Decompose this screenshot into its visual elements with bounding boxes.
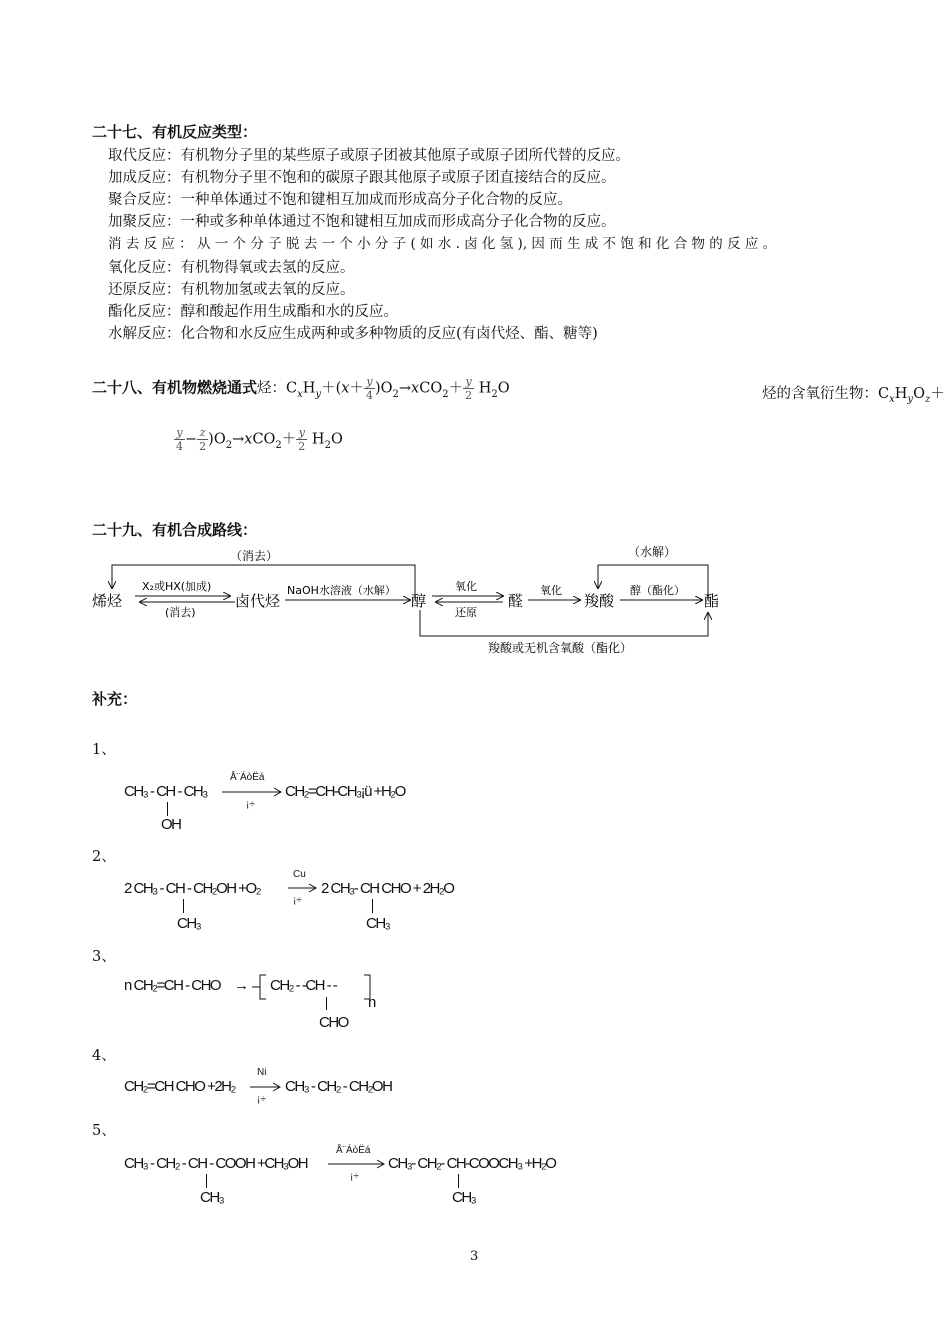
node-carboxylic-acid: 羧酸 xyxy=(584,592,615,610)
section-29-title: 二十九、有机合成路线： xyxy=(92,521,258,539)
reaction-1-arrow xyxy=(222,787,284,797)
reaction-1-branch: OH xyxy=(161,816,181,833)
fraction-y-4: $\frac{y}{4}$ xyxy=(365,375,373,402)
node-haloalkane: 卤代烃 xyxy=(235,592,281,610)
reaction-2-arrow xyxy=(288,883,318,893)
label-elim: (消去) xyxy=(165,606,196,619)
reaction-2-condition-top: Cu xyxy=(293,869,306,880)
reaction-5-number: 5、 xyxy=(92,1123,116,1139)
section-28-title: 二十八、有机物燃烧通式 xyxy=(92,378,258,397)
reaction-type-addition-polymerization: 加聚反应：一种或多种单体通过不饱和键相互加成而形成高分子化合物的反应。 xyxy=(108,214,616,230)
supplement-title: 补充： xyxy=(92,690,138,708)
label-naoh: NaOH水溶液（水解） xyxy=(287,584,396,597)
reaction-5-reactant: CH₃ - CH₂ - CH - COOH +CH₃OH xyxy=(124,1155,308,1172)
label-hydrolysis: （水解） xyxy=(628,545,677,559)
reaction-5-branch2: CH₃ xyxy=(452,1189,476,1206)
reaction-4-reactant: CH₂=CH CHO +2H₂ xyxy=(124,1078,235,1095)
reaction-2-bond1 xyxy=(183,899,184,913)
reaction-4-arrow xyxy=(250,1082,282,1092)
node-aldehyde: 醛 xyxy=(508,592,524,610)
reaction-5-branch1: CH₃ xyxy=(200,1189,224,1206)
reaction-type-polymerization: 聚合反应：一种单体通过不饱和键相互加成而形成高分子化合物的反应。 xyxy=(108,192,572,208)
node-alcohol: 醇 xyxy=(411,592,427,610)
reaction-5-arrow xyxy=(328,1159,386,1169)
reaction-5-condition-top: Å¨ÁòËá xyxy=(336,1145,371,1156)
reaction-type-elimination: 消 去 反 应 ： 从 一 个 分 子 脱 去 一 个 小 分 子 ( 如 水 . 卤 化 氢 ), 因 而 生 成 不 饱 和 化 合 物 的 反 应 。 xyxy=(108,236,777,252)
section-27-title: 二十七、有机反应类型： xyxy=(92,123,258,141)
label-reduce: 还原 xyxy=(455,606,477,619)
reaction-3-polymer-unit: CH₂ - -CH - - xyxy=(270,977,337,994)
reaction-1-condition-top: Å¨ÁòËá xyxy=(230,772,265,783)
label-bottom: 羧酸或无机含氧酸（酯化） xyxy=(488,641,633,655)
reaction-1-reactant: CH₃ - CH - CH₃ xyxy=(124,783,207,800)
reaction-3-arrow: → xyxy=(234,977,248,994)
reaction-3-degree: n xyxy=(368,994,375,1011)
reaction-2-condition-bottom: ¡÷ xyxy=(293,895,302,906)
reaction-5-product: CH₃- CH₂- CH-COOCH₃ +H₂O xyxy=(388,1155,556,1172)
reaction-4-condition-top: Ni xyxy=(257,1067,267,1078)
node-alkene: 烯烃 xyxy=(92,592,123,610)
reaction-3-bond xyxy=(326,997,327,1010)
reaction-1-condition-bottom: ¡÷ xyxy=(246,799,255,810)
node-ester: 酯 xyxy=(704,592,720,610)
reaction-1-number: 1、 xyxy=(92,742,116,758)
reaction-3-branch: CHO xyxy=(319,1014,348,1031)
reaction-2-product: 2 CH₃- CH CHO + 2H₂O xyxy=(321,880,454,897)
reaction-type-addition: 加成反应：有机物分子里不饱和的碳原子跟其他原子或原子团直接结合的反应。 xyxy=(108,170,616,186)
reaction-2-number: 2、 xyxy=(92,849,116,865)
combustion-formula-line2: $\frac{y}{4}$ − $\frac{z}{2}$ )$O_2\to xCO_2+$ $\frac{y}{2}$ $H_2O$ xyxy=(176,426,343,453)
label-oxid1: 氧化 xyxy=(455,580,477,593)
reaction-5-condition-bottom: ¡÷ xyxy=(350,1171,359,1182)
reaction-type-reduction: 还原反应：有机物加氢或去氧的反应。 xyxy=(108,282,355,298)
reaction-4-product: CH₃ - CH₂ - CH₂OH xyxy=(285,1078,392,1095)
reaction-2-branch2: CH₃ xyxy=(366,915,390,932)
synthesis-route-diagram xyxy=(80,538,730,663)
combustion-formula-line1: 二十八、有机物燃烧通式烃：$C_xH_y+(x+$ $\frac{y}{4}$ )$O_2\to xCO_2+$ $\frac{y}{2}$ $H_2O$ xyxy=(92,375,510,402)
fraction-y-4b: $\frac{y}{4}$ xyxy=(176,426,183,453)
reaction-type-oxidation: 氧化反应：有机物得氧或去氢的反应。 xyxy=(108,260,355,276)
fraction-y-2: $\frac{y}{2}$ xyxy=(465,375,473,402)
reaction-4-condition-bottom: ¡÷ xyxy=(257,1094,266,1105)
reaction-3-reactant: n CH₂=CH - CHO xyxy=(124,977,221,994)
reaction-1-bond xyxy=(167,802,168,816)
fraction-z-2: $\frac{z}{2}$ xyxy=(199,426,207,453)
reaction-type-hydrolysis: 水解反应：化合物和水反应生成两种或多种物质的反应(有卤代烃、酯、糖等) xyxy=(108,326,598,342)
label-x2-hx: X₂或HX(加成) xyxy=(142,580,212,593)
reaction-type-substitution: 取代反应：有机物分子里的某些原子或原子团被其他原子或原子团所代替的反应。 xyxy=(108,148,630,164)
reaction-2-reactant: 2 CH₃ - CH - CH₂OH +O₂ xyxy=(124,880,261,897)
reaction-5-bond2 xyxy=(458,1174,459,1188)
label-top-elim: （消去） xyxy=(230,549,279,563)
reaction-2-branch1: CH₃ xyxy=(177,915,201,932)
reaction-3-number: 3、 xyxy=(92,949,116,965)
label-oxid2: 氧化 xyxy=(540,584,562,597)
label-esterify: 醇（酯化） xyxy=(630,584,685,597)
reaction-2-bond2 xyxy=(372,899,373,913)
reaction-5-bond1 xyxy=(206,1174,207,1188)
reaction-1-product: CH₂=CH-CH₃¡ü +H₂O xyxy=(285,783,405,800)
fraction-y-2b: $\frac{y}{2}$ xyxy=(298,426,306,453)
combustion-derivative-label: 烃的含氧衍生物：$C_xH_yO_z+$ xyxy=(762,386,945,405)
reaction-type-esterification: 酯化反应：醇和酸起作用生成酯和水的反应。 xyxy=(108,304,398,320)
reaction-4-number: 4、 xyxy=(92,1048,116,1064)
page-number: 3 xyxy=(470,1249,479,1264)
